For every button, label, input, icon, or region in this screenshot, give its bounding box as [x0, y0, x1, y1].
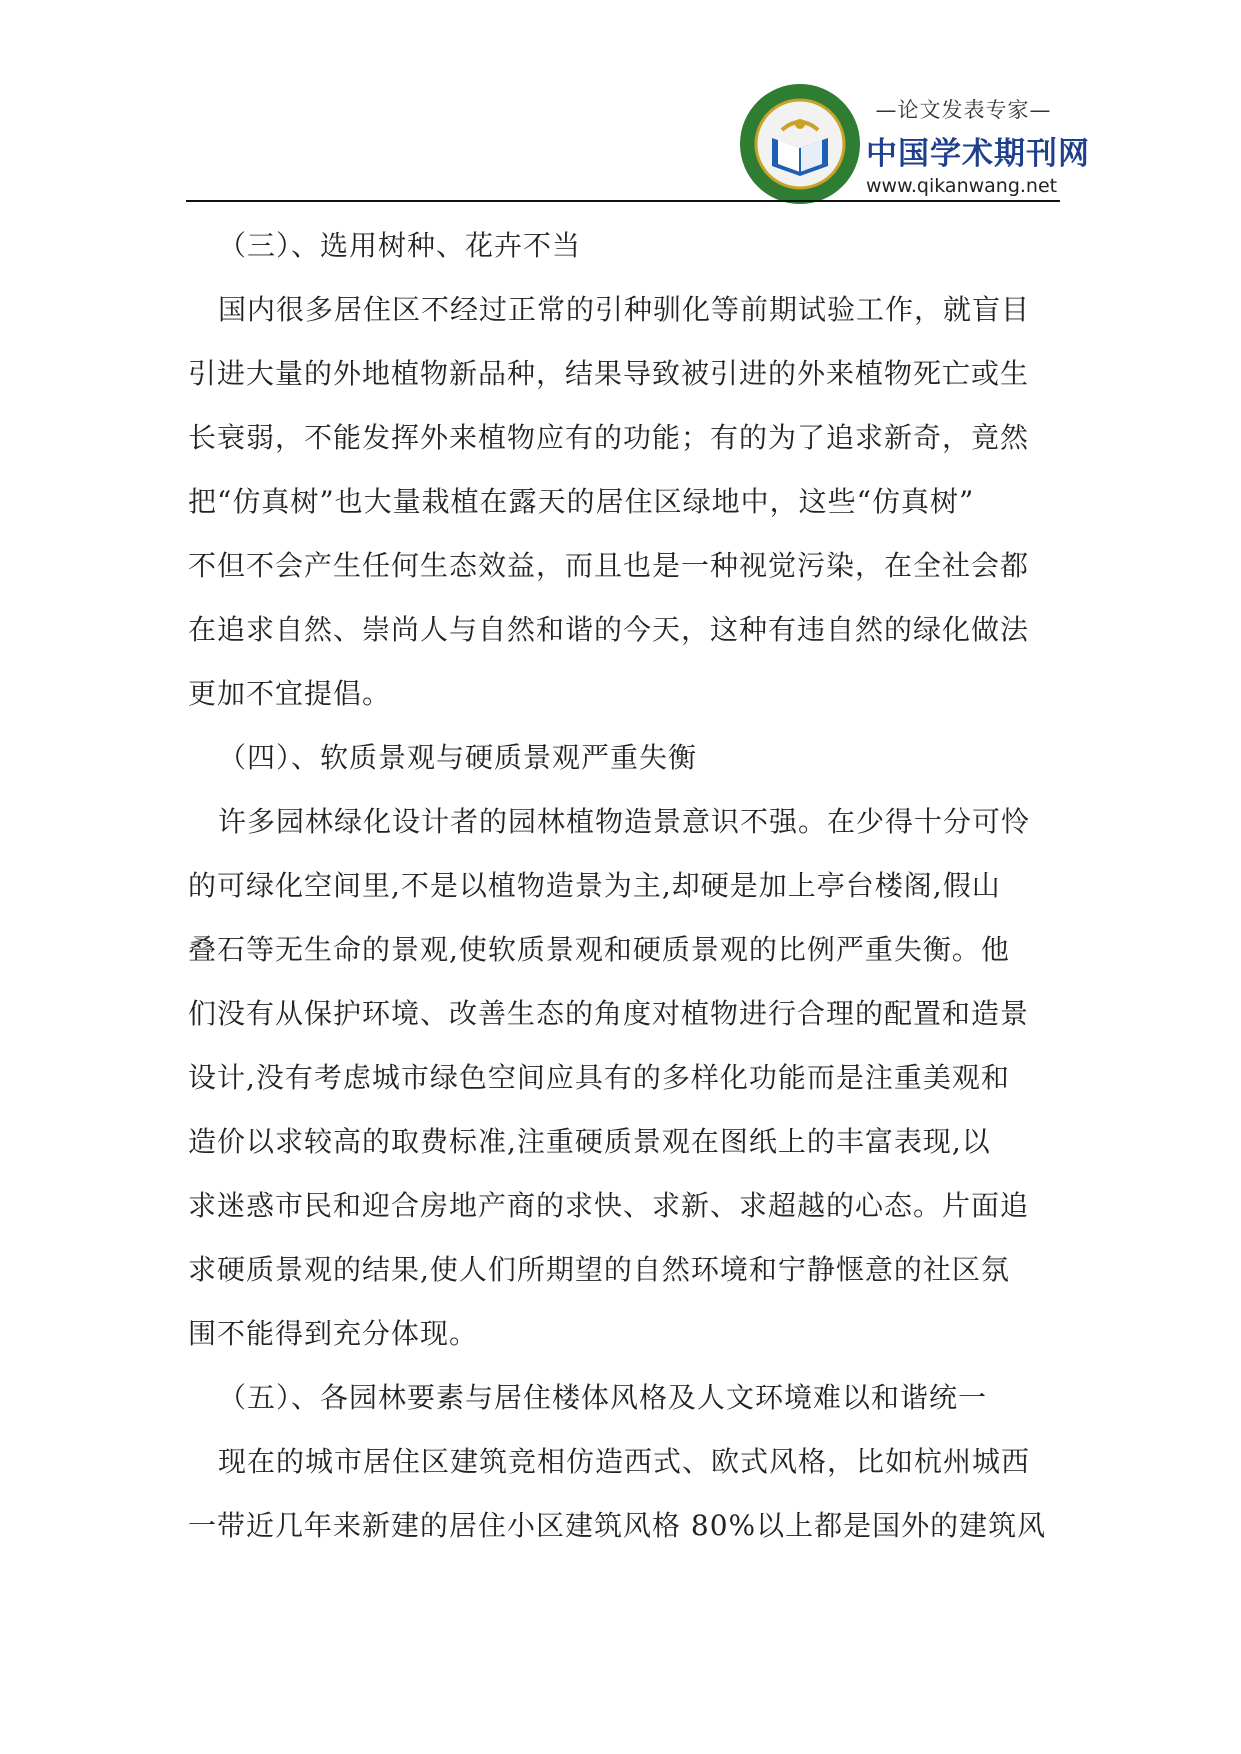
section-heading-5: （五）、各园林要素与居住楼体风格及人文环境难以和谐统一: [218, 1381, 988, 1414]
paragraph-line: 求硬质景观的结果,使人们所期望的自然环境和宁静惬意的社区氛: [188, 1253, 1010, 1286]
logo-tagline: —论文发表专家—: [875, 98, 1052, 122]
paragraph-line: 许多园林绿化设计者的园林植物造景意识不强。在少得十分可怜: [218, 805, 1031, 838]
paragraph-line: 更加不宜提倡。: [188, 677, 392, 710]
paragraph-line: 围不能得到充分体现。: [188, 1317, 479, 1350]
section-heading-3: （三）、选用树种、花卉不当: [218, 229, 582, 262]
section-heading-4: （四）、软质景观与硬质景观严重失衡: [218, 741, 698, 774]
paragraph-line: 现在的城市居住区建筑竞相仿造西式、欧式风格，比如杭州城西: [218, 1445, 1031, 1478]
qikanwang-logo[interactable]: [738, 82, 1090, 206]
paragraph-line: 长衰弱，不能发挥外来植物应有的功能；有的为了追求新奇，竟然: [188, 421, 1030, 454]
paragraph-line: 国内很多居住区不经过正常的引种驯化等前期试验工作，就盲目: [218, 293, 1031, 326]
header-divider: [186, 200, 1060, 202]
paragraph-line: 把“仿真树”也大量栽植在露天的居住区绿地中，这些“仿真树”: [188, 485, 975, 518]
paragraph-line: 造价以求较高的取费标准,注重硬质景观在图纸上的丰富表现,以: [188, 1125, 991, 1158]
paragraph-line: 在追求自然、崇尚人与自然和谐的今天，这种有违自然的绿化做法: [188, 613, 1030, 646]
logo-text: [866, 94, 1090, 197]
paragraph-line: 求迷惑市民和迎合房地产商的求快、求新、求超越的心态。片面追: [188, 1189, 1030, 1222]
logo-brand: 中国学术期刊网: [866, 136, 1090, 172]
paragraph-line: 设计,没有考虑城市绿色空间应具有的多样化功能而是注重美观和: [188, 1061, 1010, 1094]
paragraph-line: 一带近几年来新建的居住小区建筑风格 80%以上都是国外的建筑风: [188, 1509, 1047, 1542]
paragraph-line: 引进大量的外地植物新品种，结果导致被引进的外来植物死亡或生: [188, 357, 1030, 390]
paragraph-line: 的可绿化空间里,不是以植物造景为主,却硬是加上亭台楼阁,假山: [188, 869, 1001, 902]
paragraph-line: 不但不会产生任何生态效益，而且也是一种视觉污染，在全社会都: [188, 549, 1030, 582]
paragraph-line: 们没有从保护环境、改善生态的角度对植物进行合理的配置和造景: [188, 997, 1030, 1030]
logo-site-url[interactable]: www.qikanwang.net: [866, 175, 1058, 197]
page-header: [0, 0, 1241, 205]
logo-seal-icon: [738, 82, 862, 206]
paragraph-line: 叠石等无生命的景观,使软质景观和硬质景观的比例严重失衡。他: [188, 933, 1010, 966]
document-body: [188, 214, 1047, 1558]
